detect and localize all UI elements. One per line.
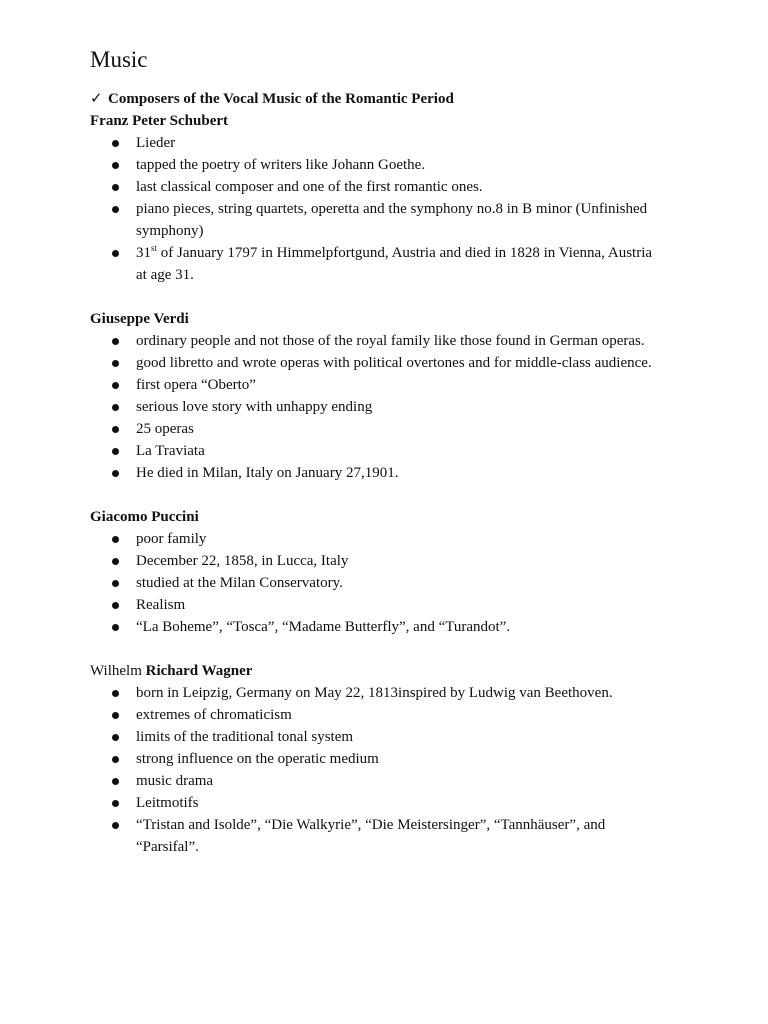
list-item: studied at the Milan Conservatory. bbox=[90, 572, 666, 594]
composer-name bbox=[90, 660, 690, 682]
list-item: Realism bbox=[90, 594, 666, 616]
composer-name bbox=[90, 110, 690, 132]
list-item: 31st of January 1797 in Himmelpfortgund, Austria and died in 1828 in Vienna, Austria at age 31. bbox=[90, 242, 666, 286]
bullet-icon bbox=[112, 448, 119, 455]
list-item: December 22, 1858, in Lucca, Italy bbox=[90, 550, 666, 572]
list-item: tapped the poetry of writers like Johann Goethe. bbox=[90, 154, 666, 176]
section-heading-text: Composers of the Vocal Music of the Romantic Period bbox=[108, 91, 454, 107]
fact-list bbox=[90, 528, 690, 638]
bullet-icon bbox=[112, 360, 119, 367]
composer-verdi bbox=[90, 308, 690, 484]
page-title: Music bbox=[90, 47, 148, 72]
list-item: La Traviata bbox=[90, 440, 666, 462]
bullet-icon bbox=[112, 712, 119, 719]
list-item: poor family bbox=[90, 528, 666, 550]
composer-name-bold: Richard Wagner bbox=[145, 663, 253, 679]
list-item: limits of the traditional tonal system bbox=[90, 726, 666, 748]
bullet-icon bbox=[112, 822, 119, 829]
bullet-icon bbox=[112, 690, 119, 697]
composer-name-bold: Giuseppe Verdi bbox=[90, 311, 189, 327]
bullet-icon bbox=[112, 140, 119, 147]
list-item: Lieder bbox=[90, 132, 666, 154]
bullet-icon bbox=[112, 580, 119, 587]
list-item: ordinary people and not those of the royal family like those found in German operas. bbox=[90, 330, 666, 352]
bullet-icon bbox=[112, 184, 119, 191]
bullet-icon bbox=[112, 756, 119, 763]
bullet-icon bbox=[112, 470, 119, 477]
list-item: extremes of chromaticism bbox=[90, 704, 666, 726]
bullet-icon bbox=[112, 162, 119, 169]
bullet-icon bbox=[112, 602, 119, 609]
bullet-icon bbox=[112, 536, 119, 543]
bullet-icon bbox=[112, 624, 119, 631]
document-page bbox=[90, 44, 690, 858]
bullet-icon bbox=[112, 778, 119, 785]
date-number: 31 bbox=[136, 245, 151, 261]
list-item: first opera “Oberto” bbox=[90, 374, 666, 396]
check-icon: ✓ bbox=[90, 91, 103, 107]
composer-puccini bbox=[90, 506, 690, 638]
composer-wagner bbox=[90, 660, 690, 858]
bullet-icon bbox=[112, 734, 119, 741]
list-item: “La Boheme”, “Tosca”, “Madame Butterfly”, and “Turandot”. bbox=[90, 616, 666, 638]
list-item: “Tristan and Isolde”, “Die Walkyrie”, “Die Meistersinger”, “Tannhäuser”, and “Parsifal”. bbox=[90, 814, 666, 858]
bullet-icon bbox=[112, 426, 119, 433]
composer-name bbox=[90, 308, 690, 330]
fact-list bbox=[90, 682, 690, 858]
bullet-icon bbox=[112, 404, 119, 411]
list-item: strong influence on the operatic medium bbox=[90, 748, 666, 770]
list-item: Leitmotifs bbox=[90, 792, 666, 814]
date-suffix: st bbox=[151, 243, 158, 253]
composer-name bbox=[90, 506, 690, 528]
composer-name-prefix: Wilhelm bbox=[90, 663, 146, 679]
bullet-icon bbox=[112, 338, 119, 345]
composer-schubert bbox=[90, 110, 690, 286]
list-item: born in Leipzig, Germany on May 22, 1813inspired by Ludwig van Beethoven. bbox=[90, 682, 666, 704]
list-item: last classical composer and one of the first romantic ones. bbox=[90, 176, 666, 198]
bullet-icon bbox=[112, 250, 119, 257]
list-item: music drama bbox=[90, 770, 666, 792]
list-item: piano pieces, string quartets, operetta and the symphony no.8 in B minor (Unfinished symphony) bbox=[90, 198, 666, 242]
section-heading bbox=[90, 88, 690, 110]
composer-name-bold: Franz Peter Schubert bbox=[90, 113, 229, 129]
bullet-icon bbox=[112, 382, 119, 389]
bullet-icon bbox=[112, 800, 119, 807]
fact-list bbox=[90, 330, 690, 484]
bullet-icon bbox=[112, 558, 119, 565]
list-item: good libretto and wrote operas with political overtones and for middle-class audience. bbox=[90, 352, 666, 374]
list-item: 25 operas bbox=[90, 418, 666, 440]
bullet-icon bbox=[112, 206, 119, 213]
composer-name-bold: Giacomo Puccini bbox=[90, 509, 199, 525]
list-item: serious love story with unhappy ending bbox=[90, 396, 666, 418]
list-item: He died in Milan, Italy on January 27,1901. bbox=[90, 462, 666, 484]
fact-list bbox=[90, 132, 690, 286]
